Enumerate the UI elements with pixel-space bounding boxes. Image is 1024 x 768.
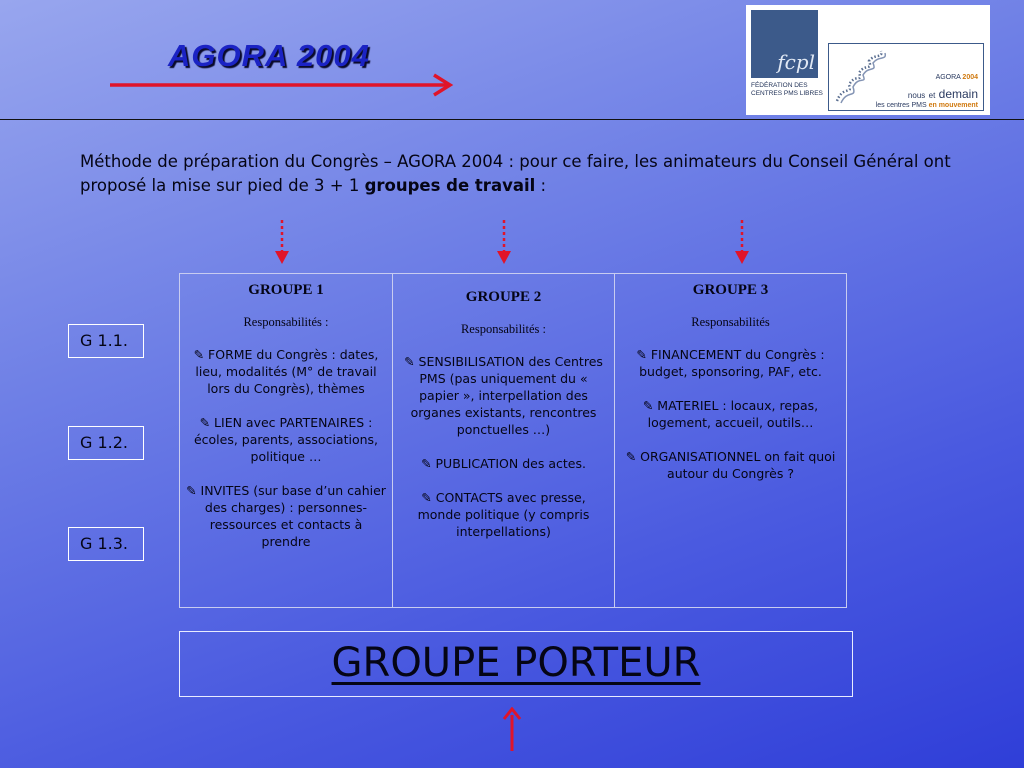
logo-demain: demain — [938, 87, 978, 101]
fcpl-emblem — [751, 10, 823, 110]
logo-centres-suffix: en mouvement — [928, 102, 978, 109]
title-arrow-icon — [108, 72, 458, 98]
up-arrow-icon — [502, 707, 522, 753]
groupe-porteur-box — [179, 631, 853, 697]
agora-logo-prefix: AGORA — [935, 74, 961, 81]
groupe-porteur-label: GROUPE PORTEUR — [331, 640, 701, 686]
group-1-item: ✎ INVITES (sur base d’un cahier des charges) : personnes-ressources et contacts à prendre — [186, 483, 386, 549]
dashed-arrow-icon — [272, 218, 292, 266]
group-2-resp: Responsabilités : — [460, 322, 547, 336]
intro-bold: groupes de travail — [364, 176, 536, 195]
intro-end: : — [535, 176, 547, 195]
agora-logo-year: 2004 — [962, 74, 978, 81]
logo-et: et — [928, 91, 936, 100]
subgroup-label-g13: G 1.3. — [68, 527, 144, 561]
slide-title: AGORA 2004 — [168, 38, 370, 73]
fcpl-text-line1: FÉDÉRATION DES — [751, 82, 808, 89]
header-divider — [0, 119, 1024, 120]
intro-paragraph — [80, 150, 960, 198]
group-3-resp: Responsabilités — [691, 315, 770, 329]
subgroup-label-g12: G 1.2. — [68, 426, 144, 460]
subgroup-label-g11: G 1.1. — [68, 324, 144, 358]
fcpl-mark: fcpl — [777, 50, 815, 74]
group-1-resp: Responsabilités : — [243, 315, 329, 329]
agora-logo-panel — [828, 43, 984, 111]
logo-centres-prefix: les centres PMS — [875, 102, 927, 109]
logo-nous: nous — [907, 91, 926, 100]
spiral-icon — [831, 45, 891, 107]
group-1-item: ✎ FORME du Congrès : dates, lieu, modalités (M° de travail lors du Congrès), thèmes — [193, 347, 379, 396]
group-3-item: ✎ MATERIEL : locaux, repas, logement, accueil, outils… — [642, 398, 819, 430]
dashed-arrow-icon — [494, 218, 514, 266]
group-1-column — [180, 274, 392, 607]
group-2-item: ✎ CONTACTS avec presse, monde politique (y compris interpellations) — [417, 490, 590, 539]
dashed-arrow-icon — [732, 218, 752, 266]
group-1-item: ✎ LIEN avec PARTENAIRES : écoles, parents, associations, politique … — [193, 415, 379, 464]
group-2-item: ✎ PUBLICATION des actes. — [421, 456, 586, 471]
fcpl-text-line2: CENTRES PMS LIBRES — [751, 90, 823, 97]
groups-table — [179, 273, 847, 608]
fcpl-logo — [746, 5, 990, 115]
intro-text: Méthode de préparation du Congrès – AGORA 2004 : pour ce faire, les animateurs du Conseil Général ont proposé la mise sur pied de 3 + 1 — [80, 152, 951, 195]
group-3-heading: GROUPE 3 — [692, 282, 769, 298]
group-1-heading: GROUPE 1 — [248, 282, 324, 298]
group-3-item: ✎ ORGANISATIONNEL on fait quoi autour du Congrès ? — [625, 449, 836, 481]
group-2-column — [392, 274, 614, 607]
group-2-item: ✎ SENSIBILISATION des Centres PMS (pas uniquement du « papier », interpellation des organes existants, rencontres ponctuelles …) — [404, 354, 603, 437]
group-3-column — [614, 274, 846, 607]
group-3-item: ✎ FINANCEMENT du Congrès : budget, sponsoring, PAF, etc. — [636, 347, 825, 379]
group-2-heading: GROUPE 2 — [465, 289, 542, 305]
